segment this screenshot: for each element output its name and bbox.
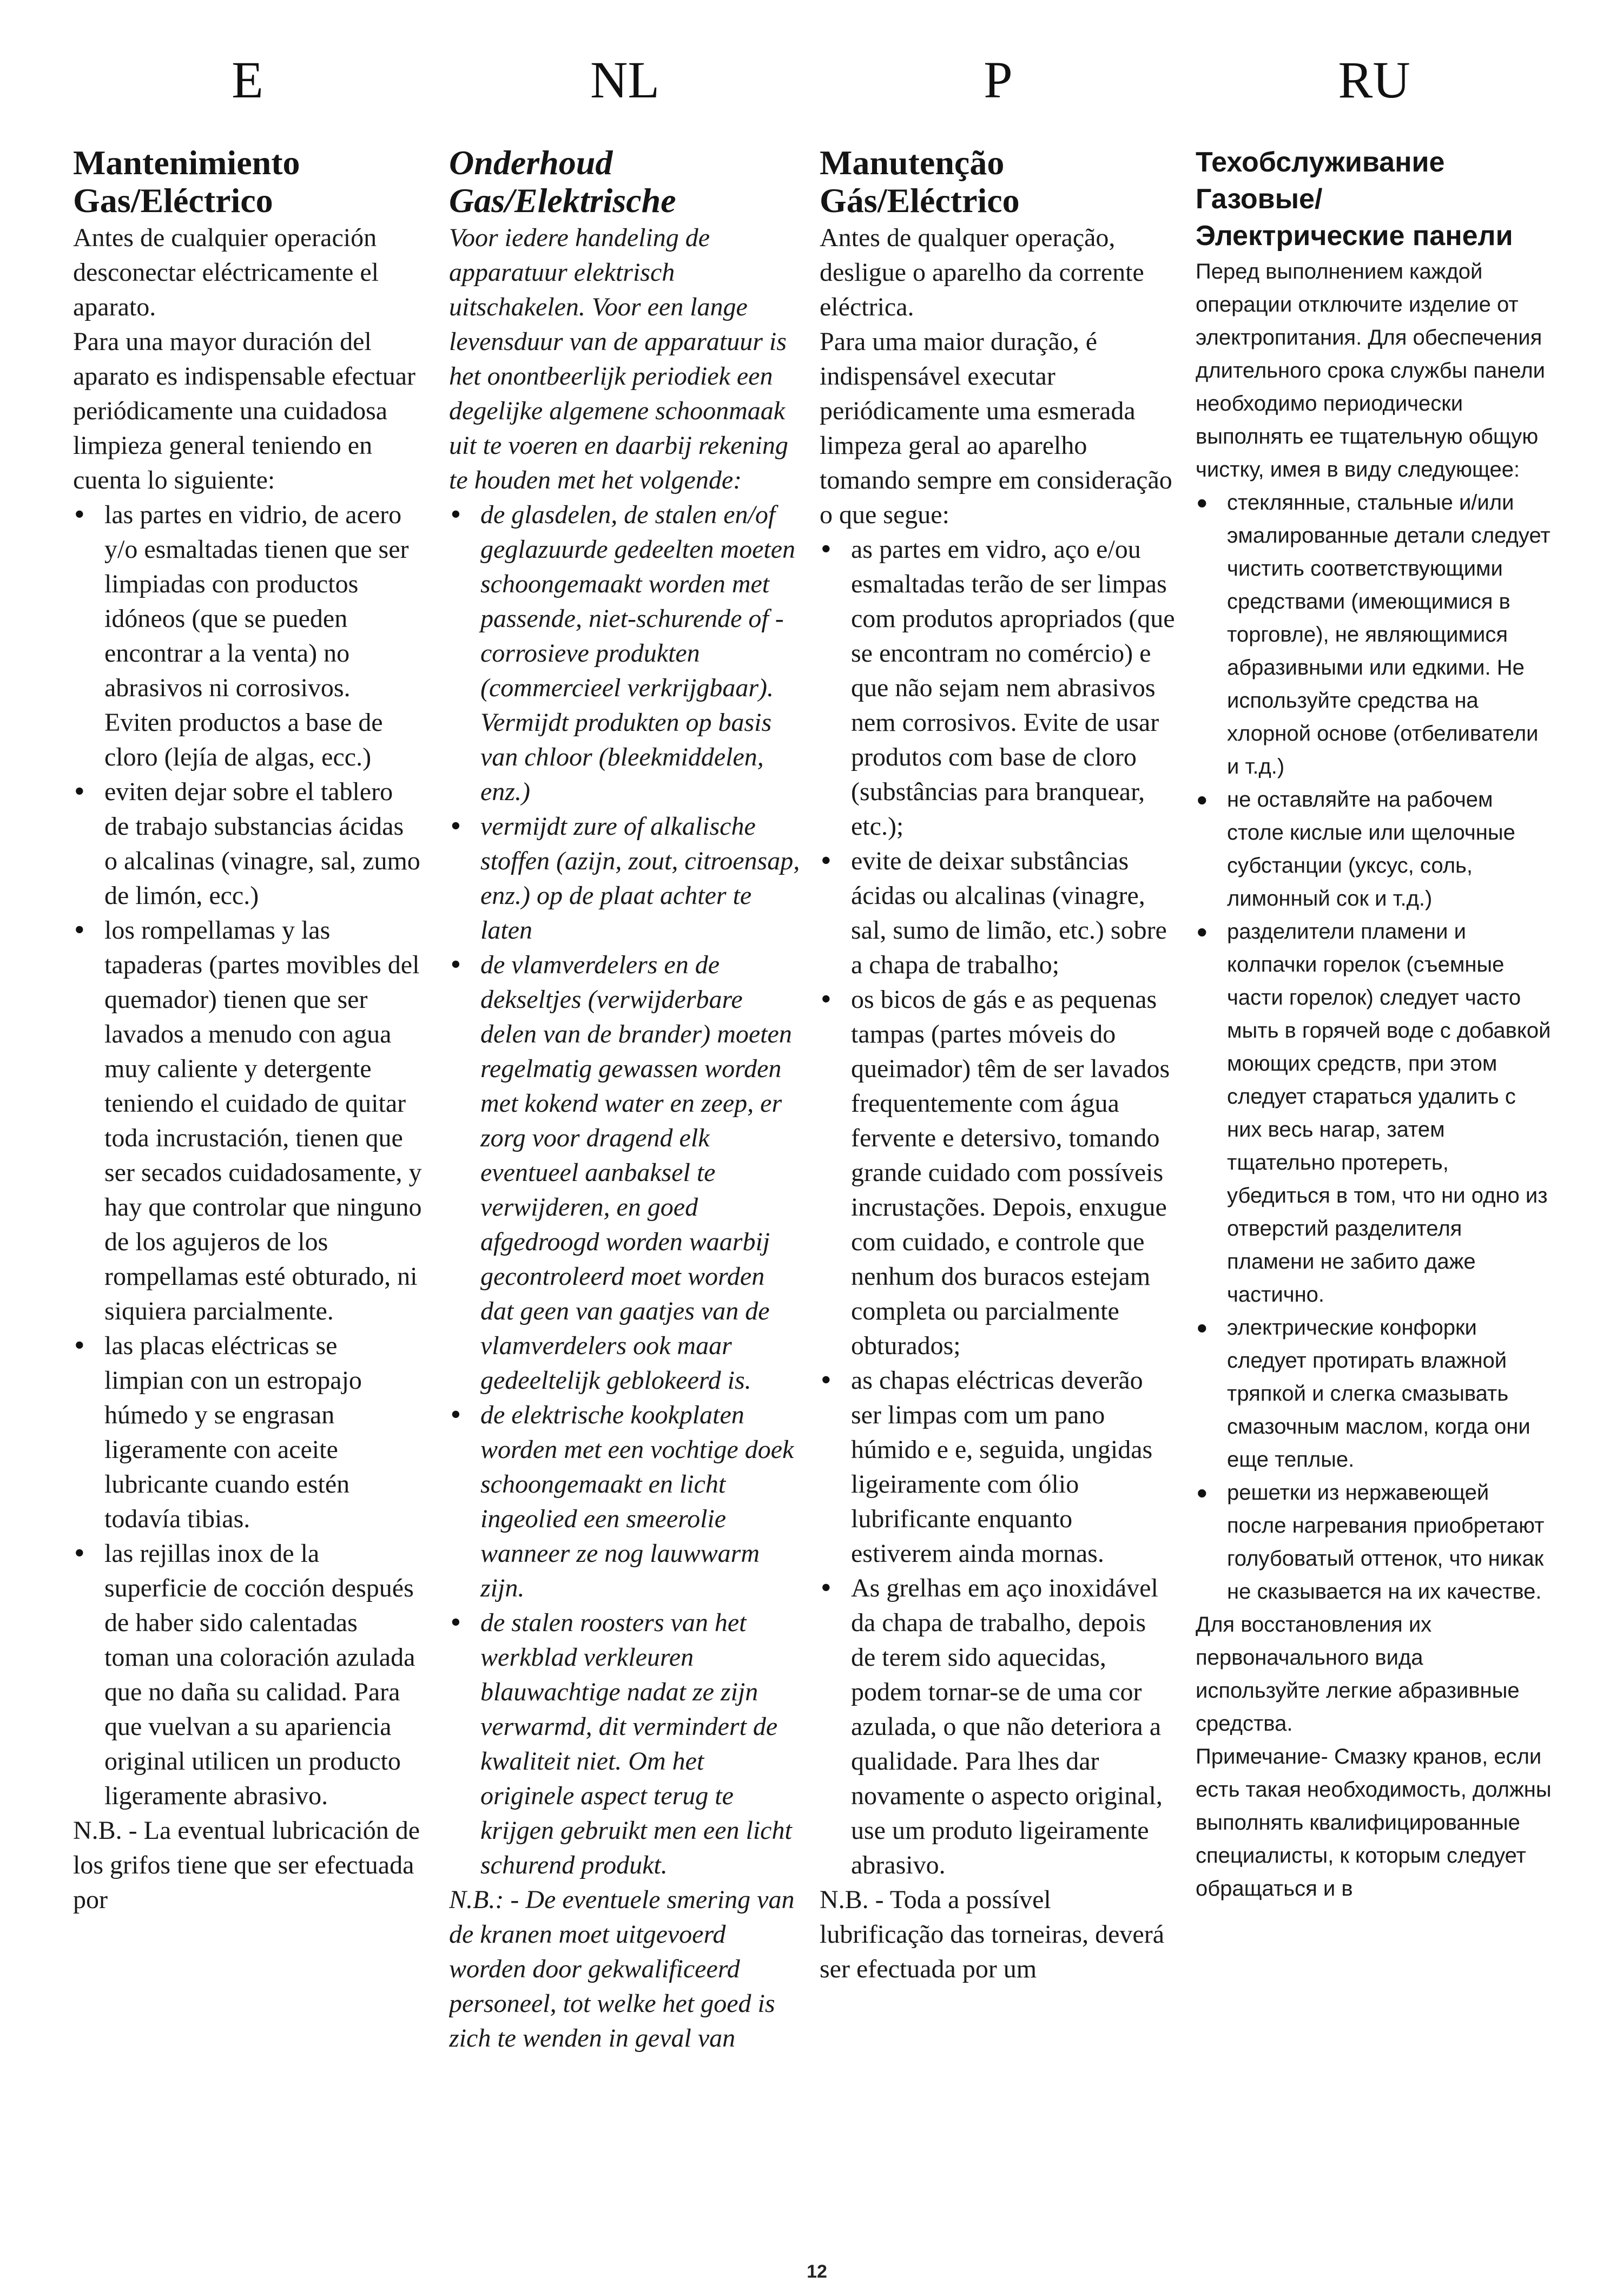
note-paragraph: Для восстановления их первоначального вида используйте легкие абразивные средства.	[1196, 1613, 1520, 1736]
list-item: • as chapas eléctricas deverão ser limpas com um pano húmido e e, seguida, ungidas ligeiramente com ólio lubrificante enquanto estiverem ainda mornas.	[820, 1363, 1177, 1571]
column-dutch	[449, 54, 801, 2207]
list-item: • разделители пламени и колпачки горелок (съемные части горелок) следует часто мыть в горячей воде с добавкой моющих средств, при этом следует стараться удалить с них весь нагар, затем тщательно протереть, убедиться в том, что ни одно из отверстий разделителя пламени не забито даже частично.	[1196, 915, 1553, 1311]
intro-paragraph: Antes de qualquer operação, desligue o aparelho da corrente eléctrica.	[820, 223, 1144, 321]
bullet-list	[820, 532, 1177, 1883]
title-line: Gas/Elektrische	[449, 181, 676, 220]
list-item: • os bicos de gás e as pequenas tampas (partes móveis do queimador) têm de ser lavados frequentemente com água fervente e detersivo, tomando grande cuidado com possíveis incrustações. Depois, enxugue com cuidado, e controle que nenhum dos buracos estejam completa ou parcialmente obturados;	[820, 982, 1177, 1363]
page-number: 12	[807, 2261, 827, 2282]
list-item: • vermijdt zure of alkalische stoffen (azijn, zout, citroensap, enz.) op de plaat achter te laten	[449, 809, 801, 948]
language-code: NL	[590, 54, 659, 109]
list-item: • de glasdelen, de stalen en/of geglazuurde gedeelten moeten schoongemaakt worden met passende, niet-schurende of -corrosieve produkten (commercieel verkrijgbaar). Vermijdt produkten op basis van chloor (bleekmiddelen, enz.)	[449, 498, 801, 809]
list-item: • evite de deixar substâncias ácidas ou alcalinas (vinagre, sal, sumo de limão, etc.) sobre a chapa de trabalho;	[820, 844, 1177, 982]
list-item: • las partes en vidrio, de acero y/o esmaltadas tienen que ser limpiadas con productos idóneos (que se pueden encontrar a la venta) no abrasivos ni corrosivos. Eviten productos a base de cloro (lejía de algas, ecc.)	[73, 498, 422, 775]
note-paragraph: N.B. - Toda a possível lubrificação das torneiras, deverá ser efectuada por um	[820, 1885, 1165, 1983]
list-item: • las rejillas inox de la superficie de cocción después de haber sido calentadas toman una coloración azulada que no daña su calidad. Para que vuelvan a su apariencia original utilicen un producto ligeramente abrasivo.	[73, 1536, 422, 1813]
intro-paragraph: Para una mayor duración del aparato es indispensable efectuar periódicamente una cuidadosa limpieza general teniendo en cuenta lo siguiente:	[73, 327, 416, 494]
intro-paragraph: Voor iedere handeling de apparatuur elektrisch uitschakelen. Voor een lange levensduur van de apparatuur is het onontbeerlijk periodiek een degelijke algemene schoonmaak uit te voeren en daarbij rekening te houden met het volgende:	[449, 223, 788, 494]
list-item: • de elektrische kookplaten worden met een vochtige doek schoongemaakt en licht ingeolied een smeerolie wanneer ze nog lauwwarm zijn.	[449, 1398, 801, 1606]
bullet-list	[449, 498, 801, 1883]
list-item: • не оставляйте на рабочем столе кислые или щелочные субстанции (уксус, соль, лимонный сок и т.д.)	[1196, 783, 1553, 915]
list-item: • стеклянные, стальные и/или эмалированные детали следует чистить соответствующими средствами (имеющимися в торговле), не являющимися абразивными или едкими. Не используйте средства на хлорной основе (отбеливатели и т.д.)	[1196, 486, 1553, 783]
bullet-list	[73, 498, 422, 1813]
title-line: Техобслуживание	[1196, 147, 1445, 178]
title-line: Manutenção	[820, 143, 1005, 182]
list-item: • de vlamverdelers en de dekseltjes (verwijderbare delen van de brander) moeten regelmatig gewassen worden met kokend water en zeep, er zorg voor dragend elk eventueel aanbaksel te verwijderen, en goed afgedroogd worden waarbij gecontroleerd moet worden dat geen van gaatjes van de vlamverdelers ook maar gedeeltelijk geblokeerd is.	[449, 948, 801, 1398]
list-item: • las placas eléctricas se limpian con un estropajo húmedo y se engrasan ligeramente con aceite lubricante cuando estén todavía tibias.	[73, 1329, 422, 1536]
bullet-list	[1196, 486, 1553, 1608]
column-russian	[1196, 54, 1553, 2207]
list-item: • решетки из нержавеющей после нагревания приобретают голубоватый оттенок, что никак не сказывается на их качестве.	[1196, 1476, 1553, 1608]
section-title	[820, 144, 1177, 220]
title-line: Электрические панели	[1196, 220, 1513, 252]
title-line: Газовые/	[1196, 183, 1323, 215]
column-spanish	[73, 54, 422, 2207]
title-line: Gás/Eléctrico	[820, 181, 1020, 220]
language-code: E	[232, 54, 263, 109]
section-title	[73, 144, 422, 220]
column-portuguese	[820, 54, 1177, 2207]
intro-paragraph: Antes de cualquier operación desconectar eléctricamente el aparato.	[73, 223, 379, 321]
section-title	[1196, 144, 1553, 254]
section-title	[449, 144, 801, 220]
title-line: Gas/Eléctrico	[73, 181, 273, 220]
title-line: Mantenimiento	[73, 143, 300, 182]
list-item: • As grelhas em aço inoxidável da chapa de trabalho, depois de terem sido aquecidas, podem tornar-se de uma cor azulada, o que não deteriora a qualidade. Para lhes dar novamente o aspecto original, use um produto ligeiramente abrasivo.	[820, 1571, 1177, 1883]
note-paragraph: Примечание- Смазку кранов, если есть такая необходимость, должны выполнять квалифицированные специалисты, к которым следует обращаться и в	[1196, 1745, 1552, 1901]
note-paragraph: N.B. - La eventual lubricación de los grifos tiene que ser efectuada por	[73, 1816, 420, 1914]
list-item: • los rompellamas y las tapaderas (partes movibles del quemador) tienen que ser lavados a menudo con agua muy caliente y detergente teniendo el cuidado de quitar toda incrustación, tienen que ser secados cuidadosamente, y hay que controlar que ninguno de los agujeros de los rompellamas esté obturado, ni siquiera parcialmente.	[73, 913, 422, 1329]
list-item: • de stalen roosters van het werkblad verkleuren blauwachtige nadat ze zijn verwarmd, dit vermindert de kwaliteit niet. Om het originele aspect terug te krijgen gebruikt men een licht schurend produkt.	[449, 1606, 801, 1883]
list-item: • eviten dejar sobre el tablero de trabajo substancias ácidas o alcalinas (vinagre, sal, zumo de limón, ecc.)	[73, 775, 422, 913]
language-code: P	[984, 54, 1013, 109]
list-item: • as partes em vidro, aço e/ou esmaltadas terão de ser limpas com produtos apropriados (que se encontram no comércio) e que não sejam nem abrasivos nem corrosivos. Evite de usar produtos com base de cloro (substâncias para branquear, etc.);	[820, 532, 1177, 844]
intro-paragraph: Para uma maior duração, é indispensável executar periódicamente uma esmerada limpeza geral ao aparelho tomando sempre em consideração o que segue:	[820, 327, 1172, 529]
language-code: RU	[1338, 54, 1410, 109]
note-paragraph: N.B.: - De eventuele smering van de kranen moet uitgevoerd worden door gekwalificeerd personeel, tot welke het goed is zich te wenden in geval van	[449, 1885, 795, 2053]
intro-paragraph: Перед выполнением каждой операции отключите изделие от электропитания. Для обеспечения длительного срока службы панели необходимо периодически выполнять ее тщательную общую чистку, имея в виду следующее:	[1196, 260, 1545, 481]
list-item: • электрические конфорки следует протирать влажной тряпкой и слегка смазывать смазочным маслом, когда они еще теплые.	[1196, 1311, 1553, 1476]
title-line: Onderhoud	[449, 143, 613, 182]
